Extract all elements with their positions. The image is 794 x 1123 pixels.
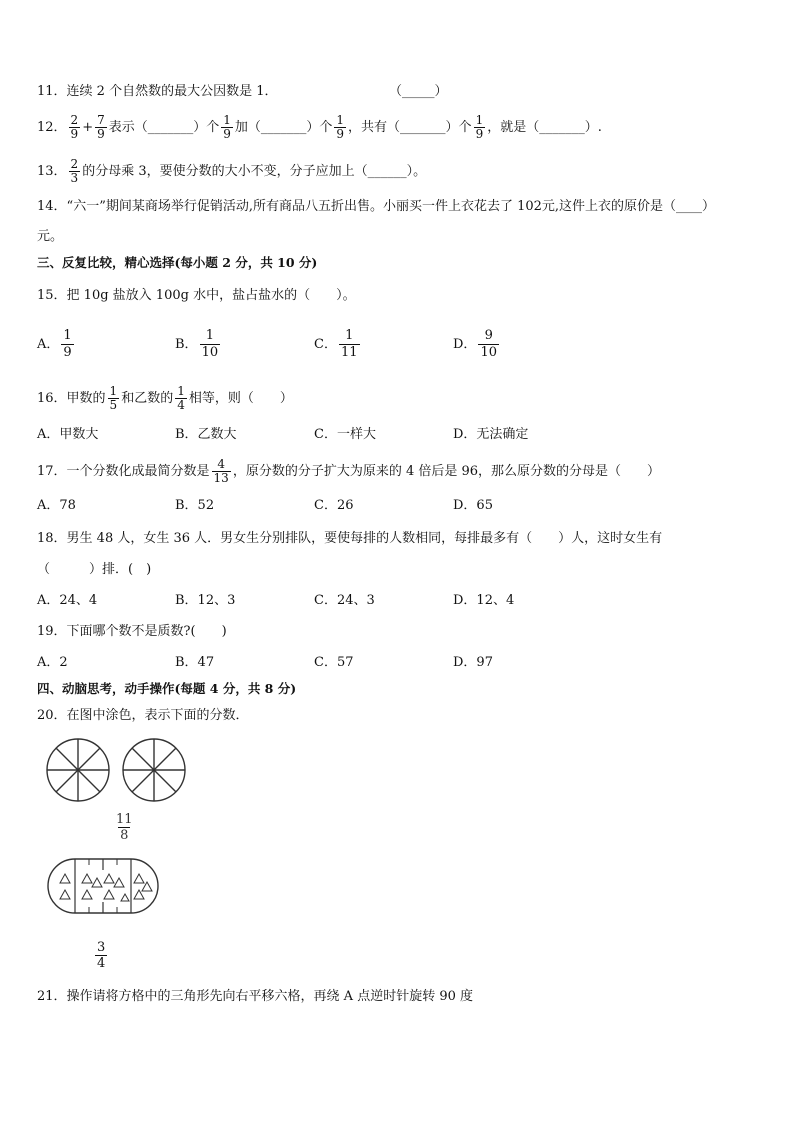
option-label: D．	[453, 337, 477, 352]
q16-fraction-1	[108, 385, 120, 412]
q11-answer-blank[interactable]: （_____）	[389, 84, 448, 99]
fraction-numerator: 1	[109, 384, 118, 398]
section-3-heading: 三、反复比较，精心选择(每小题 2 分，共 10 分)	[37, 255, 318, 270]
q17-option-d[interactable]: D．65	[453, 498, 493, 513]
question-18-line-2[interactable]: （ ）排．( )	[37, 562, 152, 577]
q12-fraction-1	[69, 114, 81, 141]
q17-text-1: 17．一个分数化成最简分数是	[37, 464, 210, 479]
q16-option-d[interactable]: D．无法确定	[453, 427, 529, 442]
circles-figure[interactable]	[42, 736, 200, 804]
q19-option-a[interactable]: A．2	[37, 655, 68, 670]
q16-option-b[interactable]: B．乙数大	[175, 427, 237, 442]
fraction-denominator: 10	[201, 345, 219, 360]
fig2-fraction	[95, 940, 107, 971]
q12-fraction-4	[334, 114, 346, 141]
fraction-denominator: 11	[340, 345, 358, 360]
q12-blank-2[interactable]: 加（_______）个	[234, 120, 333, 135]
fraction-numerator: 1	[475, 113, 484, 127]
option-label: B．	[175, 337, 198, 352]
question-11	[37, 83, 448, 101]
question-15: 15．把 10g 盐放入 100g 水中，盐占盐水的（ ）。	[37, 288, 356, 303]
q13-number: 13．	[37, 164, 67, 179]
fraction-denominator: 9	[336, 127, 345, 141]
q16-text-2: 和乙数的	[121, 391, 174, 406]
option-label: C．	[314, 337, 337, 352]
fraction-numerator: 1	[205, 328, 214, 343]
q15-option-a[interactable]	[37, 328, 76, 361]
option-label: A．	[37, 337, 60, 352]
q17-option-a[interactable]: A．78	[37, 498, 76, 513]
fraction-denominator: 9	[223, 127, 231, 141]
circle-1[interactable]	[47, 739, 109, 801]
question-21: 21．操作请将方格中的三角形先向右平移六格，再绕 A 点逆时针旋转 90 度	[37, 989, 474, 1004]
circle-2[interactable]	[123, 739, 185, 801]
fraction-numerator: 1	[177, 384, 185, 398]
fraction-numerator: 1	[223, 113, 231, 127]
q18-option-c[interactable]: C．24、3	[314, 593, 375, 608]
fraction-denominator: 9	[97, 127, 105, 141]
fraction-numerator: 2	[70, 113, 79, 127]
q19-option-d[interactable]: D．97	[453, 655, 493, 670]
question-14-line-1[interactable]: 14．“六一”期间某商场举行促销活动,所有商品八五折出售。小丽买一件上衣花去了 102元,这件上衣的原价是（____）	[37, 199, 716, 214]
q12-blank-3[interactable]: ，共有（_______）个	[348, 120, 472, 135]
section-4-heading: 四、动脑思考，动手操作(每题 4 分，共 8 分)	[37, 681, 297, 696]
question-16	[37, 385, 293, 412]
q17-option-b[interactable]: B．52	[175, 498, 215, 513]
question-17	[37, 458, 660, 485]
q18-option-b[interactable]: B．12、3	[175, 593, 236, 608]
q19-option-b[interactable]: B．47	[175, 655, 215, 670]
question-14-line-2: 元。	[37, 229, 64, 244]
fraction-denominator: 9	[475, 127, 484, 141]
q12-blank-4[interactable]: ，就是（_______）.	[487, 120, 602, 135]
fraction-denominator: 9	[70, 127, 79, 141]
question-20: 20．在图中涂色，表示下面的分数．	[37, 708, 249, 723]
fraction-numerator: 9	[484, 328, 493, 343]
q12-fraction-2	[95, 114, 107, 141]
question-13	[37, 158, 426, 185]
q15-option-d[interactable]	[453, 328, 501, 361]
fraction-numerator: 1	[336, 113, 345, 127]
q12-number: 12．	[37, 120, 67, 135]
q18-option-d[interactable]: D．12、4	[453, 593, 515, 608]
q13-fraction	[69, 158, 81, 185]
q17-text-2: ，原分数的分子扩大为原来的 4 倍后是 96，那么原分数的分母是（ ）	[232, 464, 661, 479]
q16-fraction-2	[175, 385, 187, 412]
fraction-denominator: 4	[97, 956, 106, 971]
q18-option-a[interactable]: A．24、4	[37, 593, 98, 608]
plus-sign: +	[82, 120, 94, 135]
fraction-denominator: 3	[70, 171, 79, 185]
q13-text[interactable]: 的分母乘 3，要使分数的大小不变，分子应加上（______）。	[82, 164, 427, 179]
q15-option-b[interactable]	[175, 328, 222, 361]
fraction-denominator: 8	[120, 828, 129, 843]
fraction-denominator: 4	[177, 398, 185, 412]
q17-option-c[interactable]: C．26	[314, 498, 354, 513]
q15-option-c[interactable]	[314, 328, 362, 361]
question-18-line-1: 18．男生 48 人，女生 36 人．男女生分别排队，要使每排的人数相同，每排最多有（ ）人，这时女生有	[37, 531, 663, 546]
fig2-fraction-label	[93, 940, 109, 971]
fraction-numerator: 1	[63, 328, 72, 343]
question-19: 19．下面哪个数不是质数?( )	[37, 624, 227, 639]
fig1-fraction	[114, 812, 135, 843]
q16-text-1: 16．甲数的	[37, 391, 106, 406]
stadium-figure[interactable]	[47, 858, 159, 914]
fraction-denominator: 10	[480, 345, 497, 360]
q11-text: 11．连续 2 个自然数的最大公因数是 1．	[37, 84, 278, 99]
q16-text-3: 相等，则（ ）	[188, 391, 293, 406]
q12-fraction-3	[221, 114, 233, 141]
fraction-denominator: 5	[109, 398, 118, 412]
fraction-numerator: 7	[97, 113, 105, 127]
fraction-numerator: 2	[70, 157, 79, 171]
option-fraction	[339, 328, 360, 361]
option-fraction	[200, 328, 221, 361]
fraction-numerator: 11	[116, 812, 133, 827]
fraction-denominator: 9	[63, 345, 72, 360]
fraction-numerator: 4	[217, 457, 225, 471]
q17-fraction	[212, 458, 231, 485]
fraction-denominator: 13	[213, 471, 229, 485]
question-12	[37, 114, 602, 141]
q12-blank-1[interactable]: 表示（_______）个	[108, 120, 220, 135]
fraction-numerator: 1	[345, 328, 354, 343]
q19-option-c[interactable]: C．57	[314, 655, 354, 670]
option-fraction	[478, 328, 499, 361]
q16-option-c[interactable]: C．一样大	[314, 427, 376, 442]
fraction-numerator: 3	[97, 940, 106, 955]
fig1-fraction-label	[112, 812, 137, 843]
q16-option-a[interactable]: A．甲数大	[37, 427, 99, 442]
option-fraction	[61, 328, 73, 361]
q12-fraction-5	[474, 114, 486, 141]
